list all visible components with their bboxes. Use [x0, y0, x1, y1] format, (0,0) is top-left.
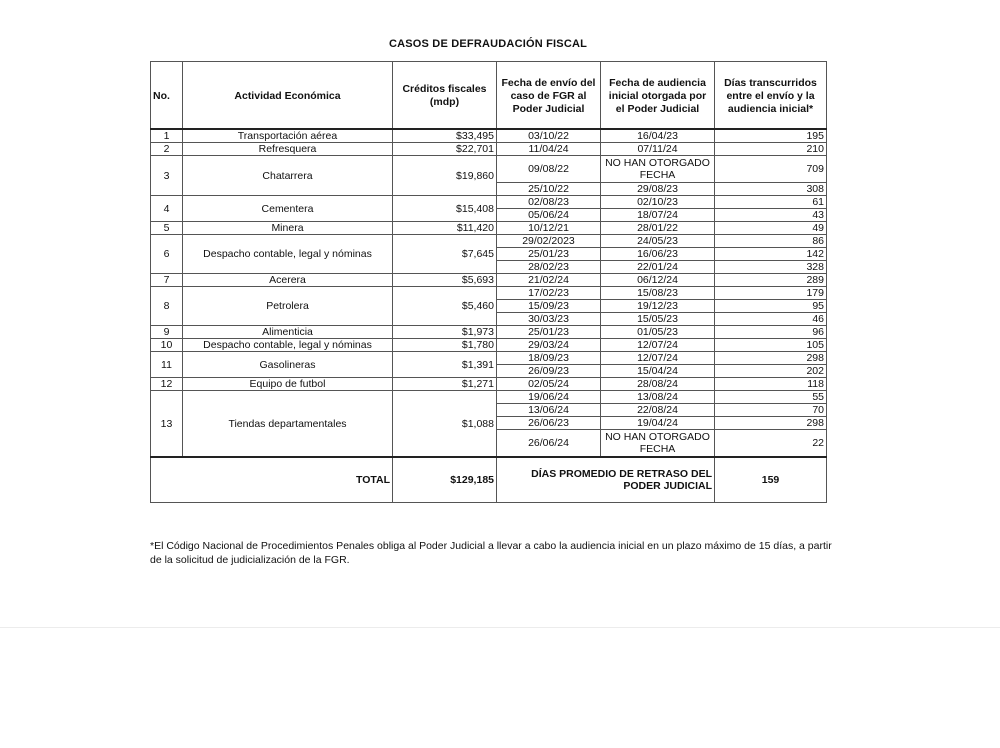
case-hearing-date: 06/12/24: [601, 274, 715, 287]
case-credit: $15,408: [393, 196, 497, 222]
header-creditos: Créditos fiscales (mdp): [393, 62, 497, 130]
case-activity: Petrolera: [183, 287, 393, 326]
case-credit: $22,701: [393, 143, 497, 156]
case-credit: $1,271: [393, 378, 497, 391]
case-hearing-date: 28/01/22: [601, 222, 715, 235]
case-hearing-date: 19/12/23: [601, 300, 715, 313]
case-days: 61: [715, 196, 827, 209]
case-activity: Chatarrera: [183, 156, 393, 196]
case-activity: Tiendas departamentales: [183, 391, 393, 458]
case-number: 11: [151, 352, 183, 378]
case-activity: Refresquera: [183, 143, 393, 156]
table-body: [151, 129, 827, 457]
table-row: [151, 378, 827, 391]
case-sent-date: 18/09/23: [497, 352, 601, 365]
case-sent-date: 21/02/24: [497, 274, 601, 287]
total-label: TOTAL: [151, 457, 393, 503]
case-days: 308: [715, 183, 827, 196]
case-days: 118: [715, 378, 827, 391]
case-number: 10: [151, 339, 183, 352]
table-row: [151, 143, 827, 156]
case-days: 195: [715, 129, 827, 143]
case-days: 328: [715, 261, 827, 274]
case-sent-date: 02/08/23: [497, 196, 601, 209]
case-hearing-date: 12/07/24: [601, 352, 715, 365]
case-hearing-date: 28/08/24: [601, 378, 715, 391]
case-activity: Minera: [183, 222, 393, 235]
case-number: 2: [151, 143, 183, 156]
case-hearing-date: 16/04/23: [601, 129, 715, 143]
header-row: [151, 62, 827, 130]
case-hearing-date: 19/04/24: [601, 417, 715, 430]
table-row: [151, 391, 827, 404]
case-days: 86: [715, 235, 827, 248]
table-row: [151, 287, 827, 300]
case-sent-date: 09/08/22: [497, 156, 601, 183]
case-days: 105: [715, 339, 827, 352]
case-days: 709: [715, 156, 827, 183]
case-hearing-date: 18/07/24: [601, 209, 715, 222]
case-sent-date: 02/05/24: [497, 378, 601, 391]
case-days: 210: [715, 143, 827, 156]
case-sent-date: 29/03/24: [497, 339, 601, 352]
case-hearing-date: 07/11/24: [601, 143, 715, 156]
case-sent-date: 15/09/23: [497, 300, 601, 313]
case-number: 4: [151, 196, 183, 222]
case-days: 298: [715, 352, 827, 365]
total-row: [151, 457, 827, 503]
case-days: 46: [715, 313, 827, 326]
case-credit: $1,088: [393, 391, 497, 458]
case-credit: $1,391: [393, 352, 497, 378]
case-days: 179: [715, 287, 827, 300]
case-days: 298: [715, 417, 827, 430]
case-hearing-date: 15/04/24: [601, 365, 715, 378]
case-hearing-date: 15/05/23: [601, 313, 715, 326]
case-credit: $1,973: [393, 326, 497, 339]
table-row: [151, 326, 827, 339]
case-days: 49: [715, 222, 827, 235]
fraud-cases-table: [150, 61, 827, 503]
case-sent-date: 26/06/23: [497, 417, 601, 430]
document-title: CASOS DE DEFRAUDACIÓN FISCAL: [388, 38, 588, 50]
page-divider: [0, 627, 1000, 628]
case-sent-date: 29/02/2023: [497, 235, 601, 248]
case-sent-date: 25/01/23: [497, 326, 601, 339]
case-hearing-date: 29/08/23: [601, 183, 715, 196]
table-row: [151, 352, 827, 365]
case-sent-date: 13/06/24: [497, 404, 601, 417]
case-credit: $33,495: [393, 129, 497, 143]
case-hearing-date: 12/07/24: [601, 339, 715, 352]
case-activity: Alimenticia: [183, 326, 393, 339]
case-sent-date: 10/12/21: [497, 222, 601, 235]
case-days: 70: [715, 404, 827, 417]
case-credit: $11,420: [393, 222, 497, 235]
promedio-value: 159: [715, 457, 827, 503]
case-activity: Acerera: [183, 274, 393, 287]
header-fecha-envio: Fecha de envío del caso de FGR al Poder Judicial: [497, 62, 601, 130]
table-row: [151, 222, 827, 235]
case-sent-date: 25/10/22: [497, 183, 601, 196]
case-days: 55: [715, 391, 827, 404]
case-number: 1: [151, 129, 183, 143]
case-number: 7: [151, 274, 183, 287]
header-actividad: Actividad Económica: [183, 62, 393, 130]
case-days: 96: [715, 326, 827, 339]
promedio-label: DÍAS PROMEDIO DE RETRASO DEL PODER JUDICIAL: [497, 457, 715, 503]
case-hearing-date: 13/08/24: [601, 391, 715, 404]
case-hearing-date: 02/10/23: [601, 196, 715, 209]
case-sent-date: 26/09/23: [497, 365, 601, 378]
case-sent-date: 05/06/24: [497, 209, 601, 222]
case-hearing-date: 22/08/24: [601, 404, 715, 417]
case-number: 12: [151, 378, 183, 391]
table-row: [151, 274, 827, 287]
table-row: [151, 235, 827, 248]
case-hearing-date: 16/06/23: [601, 248, 715, 261]
case-activity: Equipo de futbol: [183, 378, 393, 391]
case-sent-date: 03/10/22: [497, 129, 601, 143]
case-number: 9: [151, 326, 183, 339]
case-credit: $1,780: [393, 339, 497, 352]
case-number: 5: [151, 222, 183, 235]
case-days: 43: [715, 209, 827, 222]
case-hearing-date: 15/08/23: [601, 287, 715, 300]
table-row: [151, 129, 827, 143]
footnote: *El Código Nacional de Procedimientos Penales obliga al Poder Judicial a llevar a cabo la audiencia inicial en un plazo máximo de 15 días, a partir de la solicitud de judicialización de la FGR.: [150, 540, 832, 566]
case-activity: Despacho contable, legal y nóminas: [183, 235, 393, 274]
header-fecha-audiencia: Fecha de audiencia inicial otorgada por el Poder Judicial: [601, 62, 715, 130]
header-dias: Días transcurridos entre el envío y la audiencia inicial*: [715, 62, 827, 130]
case-credit: $7,645: [393, 235, 497, 274]
total-creditos: $129,185: [393, 457, 497, 503]
case-hearing-date: NO HAN OTORGADO FECHA: [601, 430, 715, 458]
case-sent-date: 17/02/23: [497, 287, 601, 300]
case-sent-date: 11/04/24: [497, 143, 601, 156]
case-hearing-date: 22/01/24: [601, 261, 715, 274]
case-days: 95: [715, 300, 827, 313]
case-activity: Despacho contable, legal y nóminas: [183, 339, 393, 352]
table-row: [151, 156, 827, 183]
case-sent-date: 19/06/24: [497, 391, 601, 404]
case-hearing-date: 01/05/23: [601, 326, 715, 339]
case-sent-date: 26/06/24: [497, 430, 601, 458]
case-hearing-date: 24/05/23: [601, 235, 715, 248]
header-no: No.: [151, 62, 183, 130]
case-number: 6: [151, 235, 183, 274]
case-days: 202: [715, 365, 827, 378]
case-credit: $19,860: [393, 156, 497, 196]
case-sent-date: 30/03/23: [497, 313, 601, 326]
case-credit: $5,693: [393, 274, 497, 287]
case-activity: Cementera: [183, 196, 393, 222]
case-days: 289: [715, 274, 827, 287]
case-number: 3: [151, 156, 183, 196]
case-sent-date: 28/02/23: [497, 261, 601, 274]
table-row: [151, 196, 827, 209]
case-number: 8: [151, 287, 183, 326]
case-hearing-date: NO HAN OTORGADO FECHA: [601, 156, 715, 183]
case-sent-date: 25/01/23: [497, 248, 601, 261]
case-activity: Transportación aérea: [183, 129, 393, 143]
case-days: 22: [715, 430, 827, 458]
case-number: 13: [151, 391, 183, 458]
case-credit: $5,460: [393, 287, 497, 326]
case-activity: Gasolineras: [183, 352, 393, 378]
case-days: 142: [715, 248, 827, 261]
table-row: [151, 339, 827, 352]
